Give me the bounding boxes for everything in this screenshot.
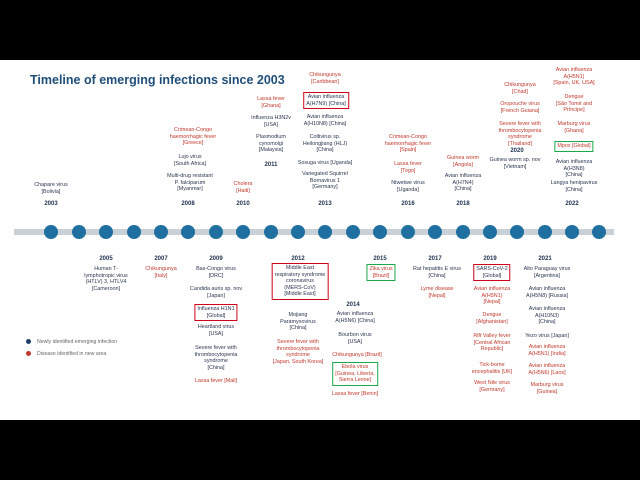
event-h7n4: Avian influenza A(H7N4) [China]	[444, 173, 482, 193]
event-h5n8-russia: Avian influenza A(H5N8) [Russia]	[526, 286, 568, 299]
event-bourbon: Bourbon virus [USA]	[338, 332, 372, 345]
event-h1n1: Influenza H1N1 [Global]	[194, 304, 237, 321]
timeline-dot	[99, 225, 113, 239]
event-rift-valley: Rift Valley fever [Central African Republic]	[473, 333, 511, 353]
event-mpox: Mpox [Global]	[554, 141, 593, 152]
event-sfts-japan: Severe fever with thrombocytopenia syndrome [Japan, South Korea]	[272, 339, 324, 365]
year-label: 2009	[209, 256, 223, 262]
event-bas-congo: Bas-Congo virus [DRC]	[196, 266, 236, 279]
event-h10n8: Avian influenza A(H10N8) [China]	[303, 114, 347, 127]
event-chapare: Chapare virus [Bolivia]	[34, 182, 68, 195]
event-marburg-guinea: Marburg virus [Guinea]	[530, 382, 564, 395]
event-pfalciparum: Multi-drug resistant P. falciparum [Myanmar]	[167, 173, 213, 193]
year-label: 2013	[318, 201, 332, 207]
timeline-dot	[291, 225, 305, 239]
event-rat-hepatitis-e: Rat hepatitis E virus [China]	[413, 266, 461, 279]
event-h10n3: Avian influenza A(H10N3) [China]	[528, 306, 566, 326]
timeline-dot	[44, 225, 58, 239]
event-lassa-togo: Lassa fever [Togo]	[394, 161, 422, 174]
year-label: 2017	[428, 256, 442, 262]
legend-new-area	[26, 351, 106, 357]
event-squirrel-bornavirus: Variegated Squirrel Bornavirus 1 [Germany]	[302, 171, 348, 191]
legend-dot-red	[26, 351, 31, 356]
event-candida-auris: Candida auris sp. nov [Japan]	[189, 286, 243, 299]
legend-new-infection	[26, 339, 117, 345]
year-label: 2020	[510, 148, 524, 154]
year-label: 2011	[264, 162, 278, 168]
slide	[0, 60, 640, 420]
event-guinea-worm-angola: Guinea worm [Angola]	[446, 155, 480, 168]
year-label: 2012	[291, 256, 305, 262]
timeline-dot	[209, 225, 223, 239]
event-ebola: Ebola virus [Guinea, Liberia, Sierra Leone]	[332, 362, 378, 386]
event-ntwetwe: Ntwetwe virus [Uganda]	[391, 180, 425, 193]
event-langya: Langya henipavirus [China]	[550, 180, 598, 193]
year-label: 2005	[99, 256, 113, 262]
year-label: 2014	[346, 302, 360, 308]
event-h3n8: Avian influenza A(H3N8) [China]	[555, 159, 593, 179]
timeline-dot	[483, 225, 497, 239]
timeline-dot	[428, 225, 442, 239]
timeline-dot	[264, 225, 278, 239]
slide-title: Timeline of emerging infections since 2003	[30, 73, 285, 87]
event-dengue-sao-tome: Dengue [São Tomé and Príncipe]	[555, 94, 593, 114]
event-chikungunya-italy: Chikungunya [Italy]	[145, 266, 177, 279]
event-guinea-worm-vietnam: Guinea worm sp. nov [Vietnam]	[489, 157, 541, 170]
event-lassa-benin: Lassa fever [Benin]	[331, 391, 379, 397]
event-h5n1-spain-uk-usa: Avian influenza A(H5N1) [Spain, UK, USA]	[553, 67, 595, 87]
timeline-dot	[181, 225, 195, 239]
event-h7n9: Avian influenza A(H7N9) [China]	[303, 92, 349, 109]
event-chikungunya-chad: Chikungunya [Chad]	[504, 82, 536, 95]
event-h5n1-nepal: Avian influenza A(H5N1) [Nepal]	[473, 286, 511, 306]
event-h5n6-china: Avian influenza A(H5N6) [China]	[335, 311, 375, 324]
event-sosuga: Sosuga virus [Uganda]	[297, 160, 353, 166]
year-label: 2010	[236, 201, 250, 207]
event-lassa-ghana: Lassa fever [Ghana]	[257, 96, 285, 109]
legend-area-label: Disease identified in new area	[37, 351, 107, 357]
event-lassa-mali: Lassa fever [Mali]	[194, 378, 238, 384]
event-cchf-greece: Crimean-Congo haemorrhagic fever [Greece]	[169, 127, 217, 147]
event-heartland: Heartland virus [USA]	[197, 324, 235, 337]
year-label: 2022	[565, 201, 579, 207]
timeline-dot	[373, 225, 387, 239]
event-west-nile: West Nile virus [Germany]	[474, 380, 510, 393]
year-label: 2021	[538, 256, 552, 262]
event-lyme-nepal: Lyme disease [Nepal]	[420, 286, 454, 299]
year-label: 2018	[456, 201, 470, 207]
event-tbe-uk: Tick-borne encephalitis [UK]	[471, 362, 513, 375]
event-zika: Zika virus [Brazil]	[366, 264, 395, 281]
event-cchf-spain: Crimean-Congo haemorrhagic fever [Spain]	[384, 134, 432, 154]
year-label: 2016	[401, 201, 415, 207]
event-yezo: Yezo virus [Japan]	[525, 333, 569, 339]
event-alto-paraguay: Alto Paraguay virus [Argentina]	[523, 266, 571, 279]
timeline-dot	[236, 225, 250, 239]
timeline-dot	[538, 225, 552, 239]
event-lujo: Lujo virus [South Africa]	[173, 154, 207, 167]
year-label: 2019	[483, 256, 497, 262]
event-sfts-thailand: Severe fever with thrombocytopenia syndrome [Thailand]	[498, 121, 542, 147]
event-chikungunya-caribbean: Chikungunya [Caribbean]	[309, 72, 341, 85]
event-dengue-afghanistan: Dengue [Afghanistan]	[476, 312, 508, 325]
year-label: 2003	[44, 201, 58, 207]
event-sars-cov-2: SARS-CoV-2 [Global]	[473, 264, 510, 281]
event-h5n6-laos: Avian influenza A(H5N6) [Laos]	[528, 363, 566, 376]
event-p-cynomolgi: Plasmodium cynomolgi [Malaysia]	[256, 134, 286, 154]
timeline-dot	[346, 225, 360, 239]
timeline-dot	[565, 225, 579, 239]
timeline-dot	[318, 225, 332, 239]
event-mers: Middle East respiratory syndrome coronavirus (MERS-CoV) [Middle East]	[272, 263, 329, 300]
timeline-dot	[154, 225, 168, 239]
event-htlv: Human T- lymphotropic virus (HTLV) 3, HTLV4 [Cameroon]	[84, 266, 128, 292]
timeline-dot	[72, 225, 86, 239]
legend-dot-blue	[26, 339, 31, 344]
event-coltivirus: Coltivirus sp. Heilongjiang (HLJ) [China]	[302, 134, 348, 154]
event-h3n2v: Influenza H3N2v [USA]	[251, 115, 291, 128]
timeline-dot	[401, 225, 415, 239]
event-oropouche: Oropouche virus [French Guiana]	[500, 101, 540, 114]
event-sfts-china: Severe fever with thrombocytopenia syndrome [China]	[194, 345, 238, 371]
year-label: 2008	[181, 201, 195, 207]
timeline-dot	[510, 225, 524, 239]
timeline-dot	[456, 225, 470, 239]
timeline-dot	[592, 225, 606, 239]
legend-new-label: Newly identified emerging infection	[37, 339, 118, 345]
event-chikungunya-brazil: Chikungunya [Brazil]	[332, 352, 382, 358]
event-marburg-ghana: Marburg virus [Ghana]	[557, 121, 591, 134]
event-mojiang: Mojiang Paramyxovirus [China]	[280, 312, 316, 332]
year-label: 2015	[373, 256, 387, 262]
event-h5n1-india: Avian influenza A(H5N1) [India]	[528, 344, 566, 357]
year-label: 2007	[154, 256, 168, 262]
timeline-dot	[127, 225, 141, 239]
event-cholera-haiti: Cholera [Haiti]	[233, 181, 253, 194]
